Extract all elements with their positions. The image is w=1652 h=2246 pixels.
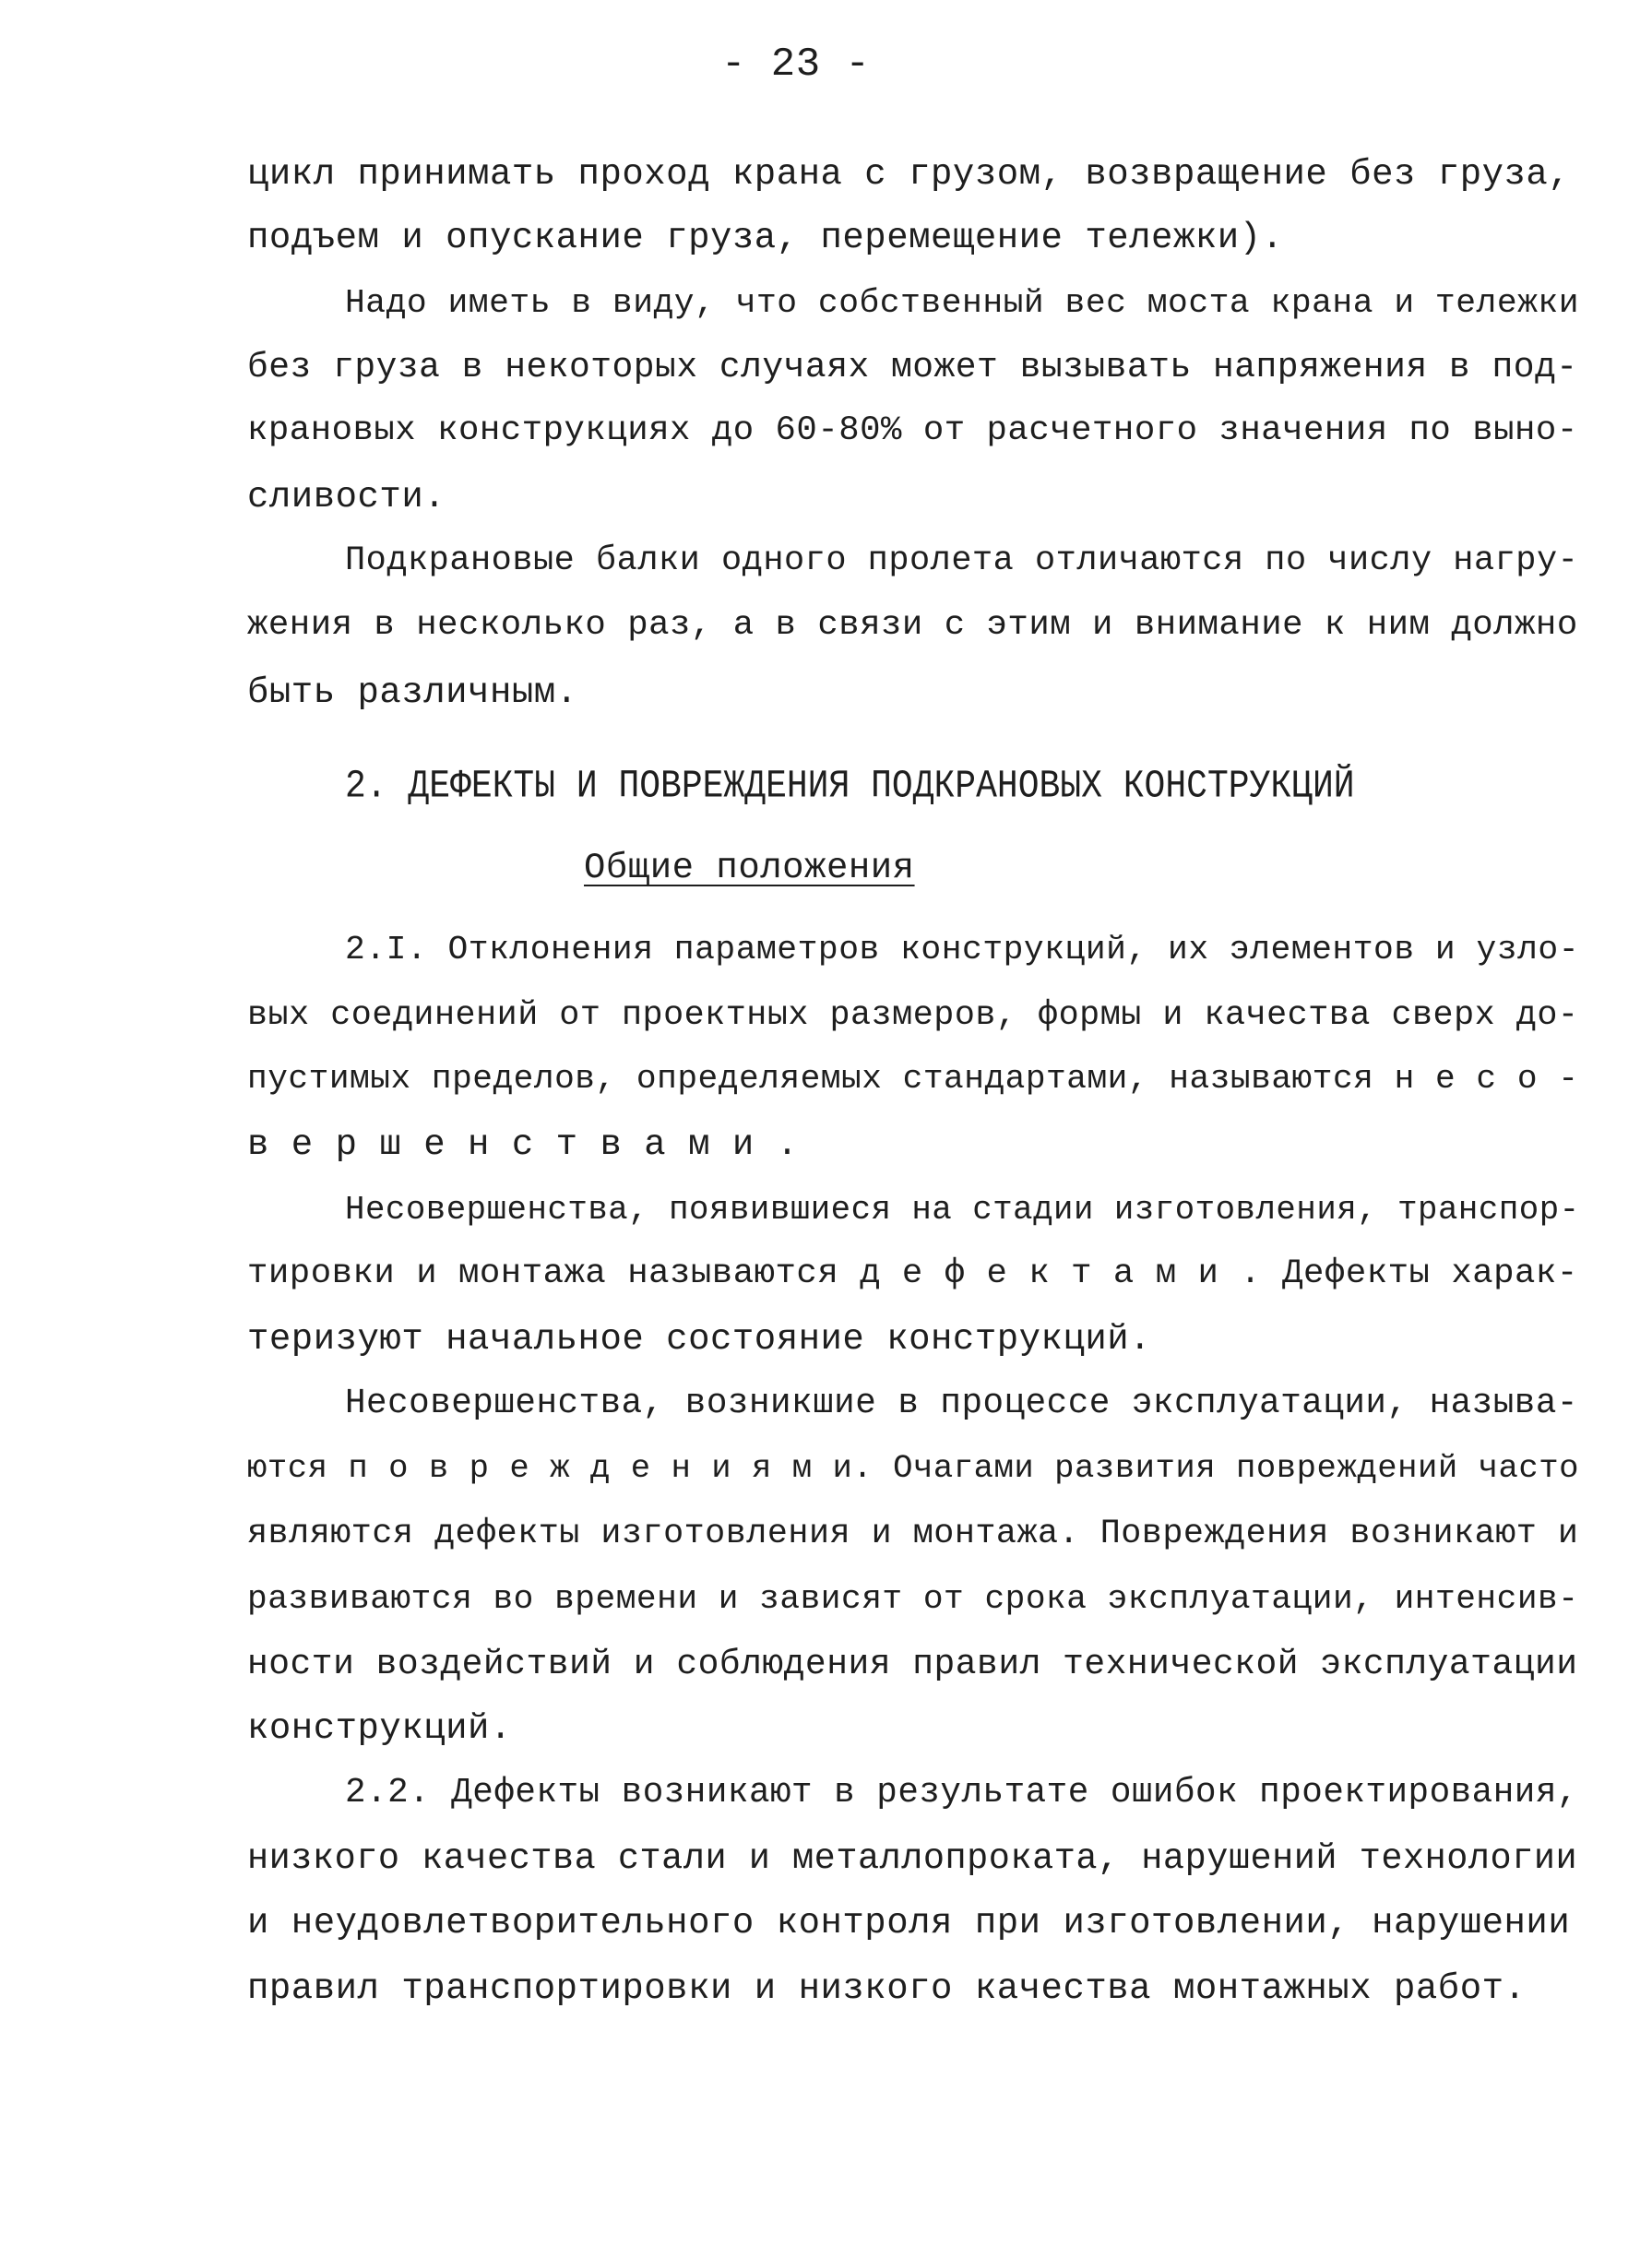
text-line: сливости. [247,477,446,517]
text-line: Несовершенства, возникшие в процессе эксплуатации, называ- [345,1384,1578,1423]
text-line: крановых конструкциях до 60-80% от расчетного значения по выно- [247,411,1578,450]
text-line: теризуют начальное состояние конструкций. [247,1319,1152,1360]
text-line: ности воздействий и соблюдения правил технической эксплуатации [247,1645,1578,1684]
text-line: ются п о в р е ж д е н и я м и. Очагами развития повреждений часто [247,1449,1579,1487]
text-line: Несовершенства, появившиеся на стадии изготовления, транспор- [345,1191,1580,1229]
text-line: пустимых пределов, определяемых стандартами, называются н е с о - [247,1060,1579,1098]
text-line: вых соединений от проектных размеров, формы и качества сверх до- [247,996,1579,1035]
text-line: конструкций. [247,1708,512,1749]
section-heading: 2. ДЕФЕКТЫ И ПОВРЕЖДЕНИЯ ПОДКРАНОВЫХ КОНСТРУКЦИЙ [345,764,1355,809]
text-line: в е р ш е н с т в а м и . [247,1124,799,1165]
text-line: Подкрановые балки одного пролета отличаются по числу нагру- [345,541,1579,580]
page-number: - 23 - [721,42,871,88]
text-line: жения в несколько раз, а в связи с этим и внимание к ним должно [247,606,1578,645]
text-line: быть различным. [247,672,578,713]
text-line: подъем и опускание груза, перемещение тележки). [247,218,1284,258]
text-line: низкого качества стали и металлопроката, нарушений технологии [247,1838,1578,1879]
text-line: развиваются во времени и зависят от срока эксплуатации, интенсив- [247,1580,1579,1618]
text-line: Надо иметь в виду, что собственный вес моста крана и тележки [345,284,1580,322]
text-line: правил транспортировки и низкого качества монтажных работ. [247,1968,1527,2009]
subsection-heading: Общие положения [584,848,915,888]
text-line: 2.I. Отклонения параметров конструкций, их элементов и узло- [345,931,1580,969]
text-line: тировки и монтажа называются д е ф е к т а м и . Дефекты харак- [247,1254,1578,1293]
text-line: являются дефекты изготовления и монтажа. Повреждения возникают и [247,1515,1579,1553]
text-line: цикл принимать проход крана с грузом, возвращение без груза, [247,154,1571,195]
text-line: 2.2. Дефекты возникают в результате ошибок проектирования, [345,1774,1578,1812]
text-line: без груза в некоторых случаях может вызывать напряжения в под- [247,348,1578,387]
text-line: и неудовлетворительного контроля при изготовлении, нарушении [247,1903,1571,1943]
